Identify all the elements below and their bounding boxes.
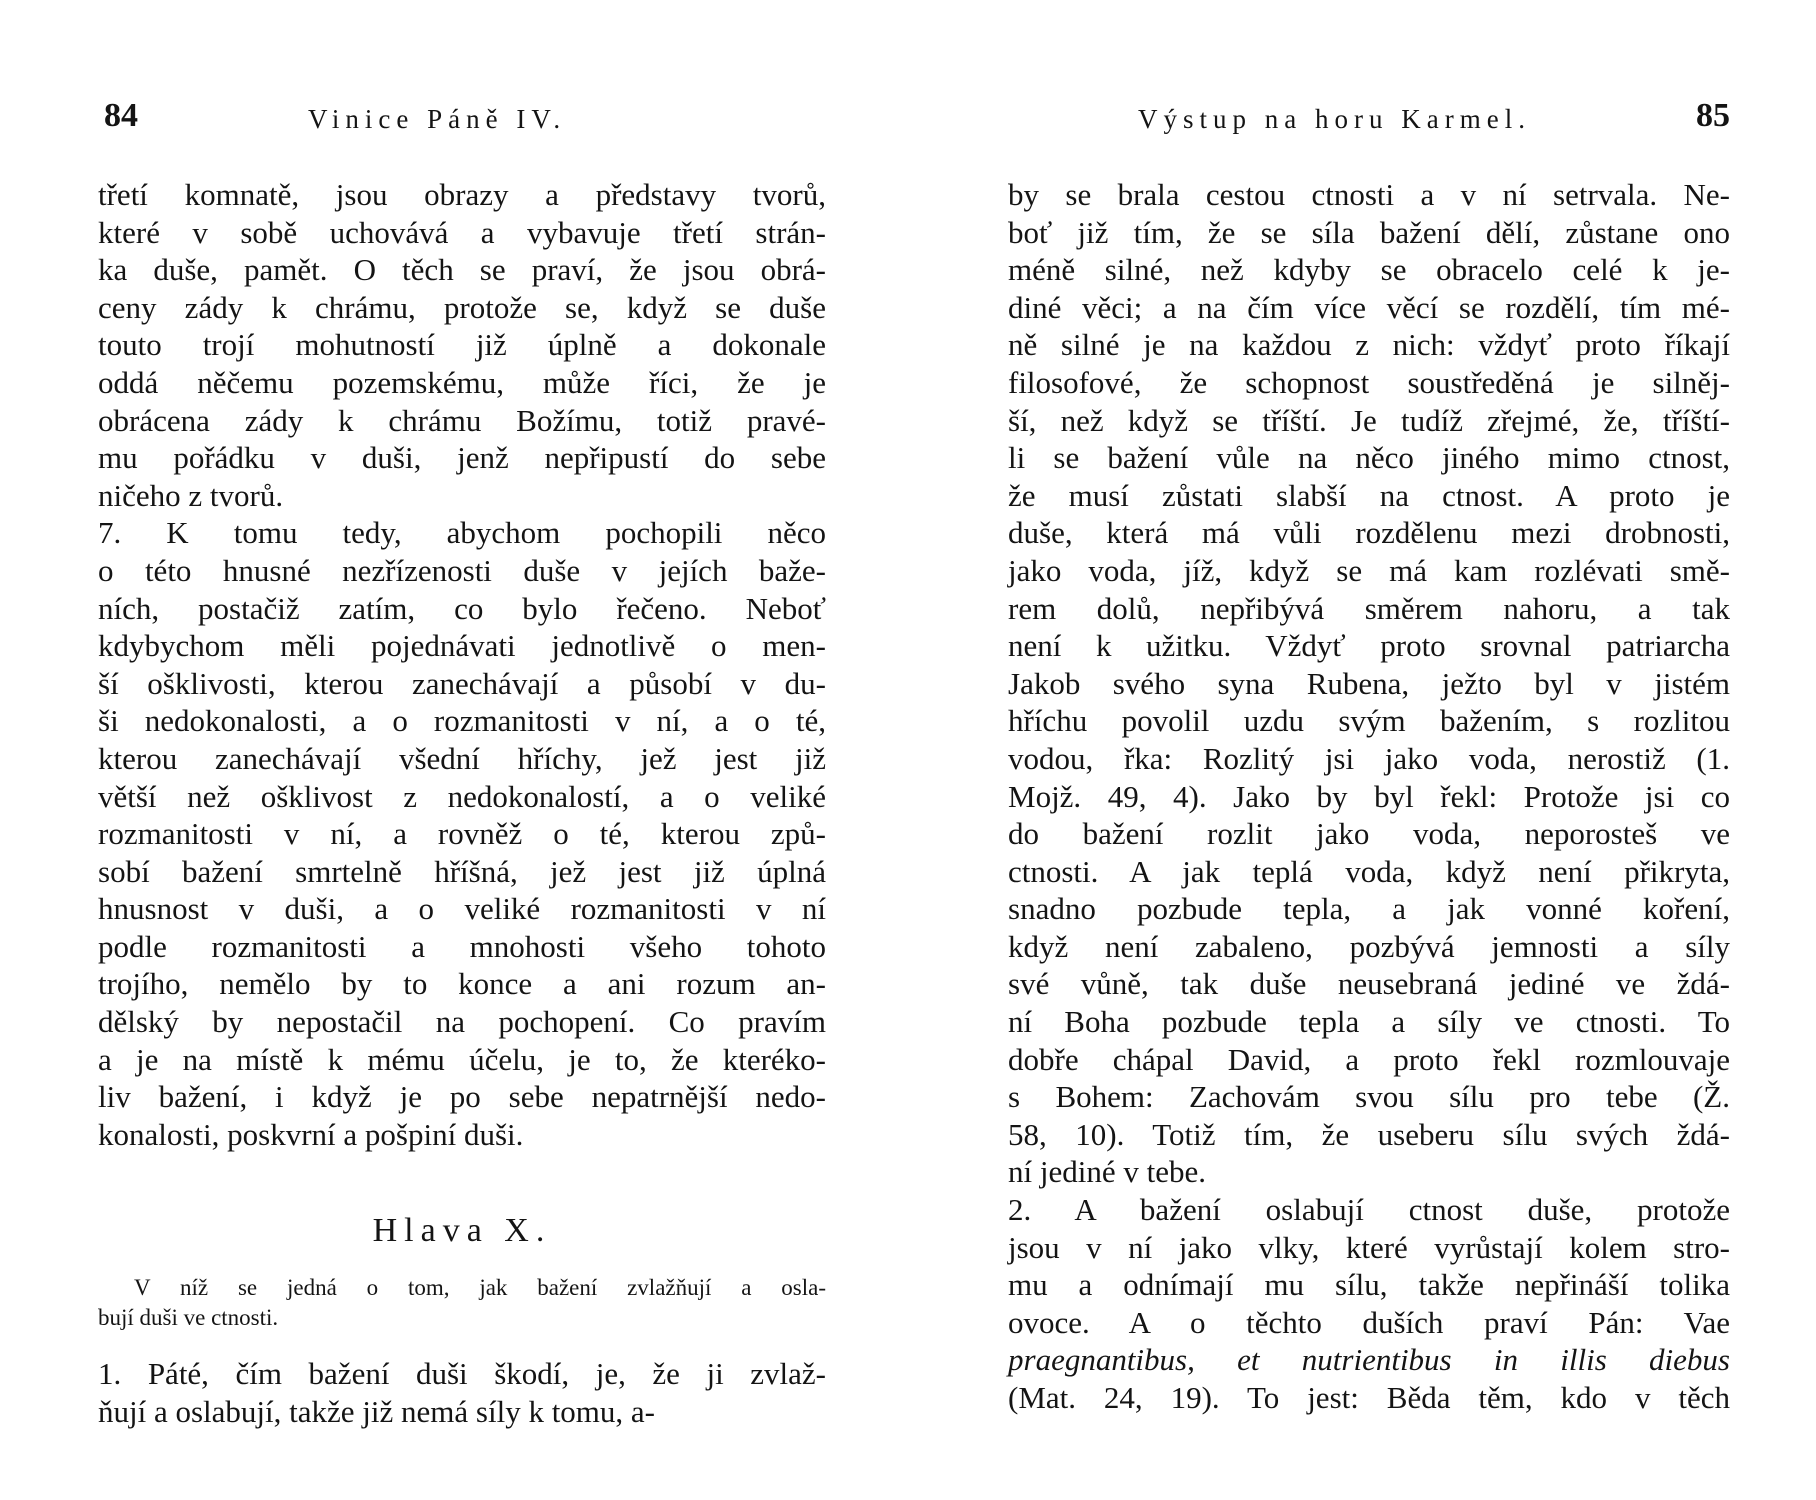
left-page-number: 84 [104,97,138,134]
left-running-head [98,96,826,136]
text-line: větší než ošklivost z nedokonalostí, a o veliké [98,778,826,814]
text-line: diné věci; a na čím více věcí se rozdělí, tím mé- [1008,289,1730,325]
text-line: třetí komnatě, jsou obrazy a představy tvorů, [98,177,826,212]
text-line: kdybychom měli pojednávati jednotlivě o men- [98,628,826,664]
text-line: ši nedokonalosti, a o rozmanitosti v ní, a o té, [98,703,826,739]
text-line: ně silné je na každou z nich: vždyť proto říkají [1008,327,1730,363]
text-line: praegnantibus, et nutrientibus in illis diebus [1008,1342,1730,1378]
right-running-head [1008,96,1730,136]
text-line: rozmanitosti v ní, a rovněž o té, kterou způ- [98,816,826,852]
text-line: liv bažení, i když je po sebe nepatrnější nedo- [98,1079,826,1115]
text-line: které v sobě uchovává a vybavuje třetí strán- [98,214,826,250]
text-line: sobí bažení smrtelně hříšná, jež jest již úplná [98,853,826,889]
left-text-block-a [98,176,826,1153]
left-body-text [98,176,826,1431]
text-line: a je na místě k mému účelu, je to, že kteréko- [98,1041,826,1077]
left-text-block-b [98,1355,826,1430]
chapter-title: Hlava X. [372,1212,552,1250]
text-line: kterou zanechávají všední hříchy, jež jest již [98,740,826,776]
text-line: jsou v ní jako vlky, které vyrůstají kolem stro- [1008,1229,1730,1265]
text-line: duše, která má vůli rozdělenu mezi drobnosti, [1008,515,1730,551]
text-line: podle rozmanitosti a mnohosti všeho tohoto [98,928,826,964]
text-line: bují duši ve ctnosti. [98,1305,279,1331]
text-line: ní jediné v tebe. [1008,1154,1206,1190]
text-line: ka duše, pamět. O těch se praví, že jsou obrá- [98,252,826,288]
text-line: 1. Páté, čím bažení duši škodí, je, že ji zvlaž- [98,1356,826,1392]
chapter-summary [98,1273,826,1333]
text-line: touto trojí mohutností již úplně a dokonale [98,327,826,363]
right-page [1008,0,1730,1500]
text-line: jako voda, jíž, když se má kam rozlévati smě- [1008,552,1730,588]
text-line: 7. K tomu tedy, abychom pochopili něco [98,515,826,551]
text-line: rem dolů, nepřibývá směrem nahoru, a tak [1008,590,1730,626]
text-line: 2. A bažení oslabují ctnost duše, protože [1008,1192,1730,1228]
text-line: ceny zády k chrámu, protože se, když se duše [98,289,826,325]
right-text-block [1008,176,1730,1417]
text-line: méně silné, než kdyby se obracelo celé k je- [1008,252,1730,288]
text-line: ní Boha pozbude tepla a síly ve ctnosti. To [1008,1004,1730,1040]
left-running-title: Vinice Páně IV. [308,104,567,134]
text-line: ňují a oslabují, takže již nemá síly k tomu, a- [98,1394,656,1430]
text-line: li se bažení vůle na něco jiného mimo ctnost, [1008,440,1730,476]
text-line: Jakob svého syna Rubena, ježto byl v jistém [1008,665,1730,701]
text-line: o této hnusné nezřízenosti duše v jejích baže- [98,552,826,588]
text-line: vodou, řka: Rozlitý jsi jako voda, nerostiž (1. [1008,740,1730,776]
text-line: 58, 10). Totiž tím, že useberu sílu svých ždá- [1008,1116,1730,1152]
text-line: mu a odnímají mu sílu, takže nepřináší tolika [1008,1267,1730,1303]
text-line: mu pořádku v duši, jenž nepřipustí do sebe [98,440,826,476]
text-line: dělský by nepostačil na pochopení. Co pravím [98,1004,826,1040]
text-line: filosofové, že schopnost soustředěná je silněj- [1008,364,1730,400]
text-line: není k užitku. Vždyť proto srovnal patriarcha [1008,628,1730,664]
text-line: do bažení rozlit jako voda, neporosteš ve [1008,816,1730,852]
left-page [98,0,826,1500]
text-line: boť již tím, že se síla bažení dělí, zůstane ono [1008,214,1730,250]
text-line: Mojž. 49, 4). Jako by byl řekl: Protože jsi co [1008,778,1730,814]
text-line: by se brala cestou ctnosti a v ní setrvala. Ne- [1008,177,1730,212]
text-line: hříchu povolil uzdu svým bažením, s rozlitou [1008,703,1730,739]
text-line: V níž se jedná o tom, jak bažení zvlažňují a osla- [134,1275,826,1301]
text-line: ních, postačiž zatím, co bylo řečeno. Neboť [98,590,826,626]
text-line: ovoce. A o těchto duších praví Pán: Vae [1008,1304,1730,1340]
text-line: konalosti, poskvrní a pošpiní duši. [98,1116,524,1152]
text-line: ctnosti. A jak teplá voda, když není přikryta, [1008,853,1730,889]
text-line: snadno pozbude tepla, a jak vonné koření, [1008,891,1730,927]
text-line: trojího, nemělo by to konce a ani rozum an- [98,966,826,1002]
text-line: ší ošklivosti, kterou zanechávají a působí v du- [98,665,826,701]
text-line: své vůně, tak duše neusebraná jediné ve ždá- [1008,966,1730,1002]
text-line: (Mat. 24, 19). To jest: Běda těm, kdo v těch [1008,1380,1730,1415]
right-running-title: Výstup na horu Karmel. [1138,104,1531,134]
text-line: když není zabaleno, pozbývá jemnosti a síly [1008,928,1730,964]
text-line: dobře chápal David, a proto řekl rozmlouvaje [1008,1041,1730,1077]
text-line: hnusnost v duši, a o veliké rozmanitosti v ní [98,891,826,927]
text-line: s Bohem: Zachovám svou sílu pro tebe (Ž. [1008,1079,1730,1115]
text-line: ší, než když se tříští. Je tudíž zřejmé, že, tříští- [1008,402,1730,438]
text-line: oddá něčemu pozemskému, může říci, že je [98,364,826,400]
text-line: obrácena zády k chrámu Božímu, totiž pravé- [98,402,826,438]
right-page-number: 85 [1696,97,1730,134]
right-body-text [1008,176,1730,1417]
text-line: ničeho z tvorů. [98,477,284,513]
text-line: že musí zůstati slabší na ctnost. A proto je [1008,477,1730,513]
